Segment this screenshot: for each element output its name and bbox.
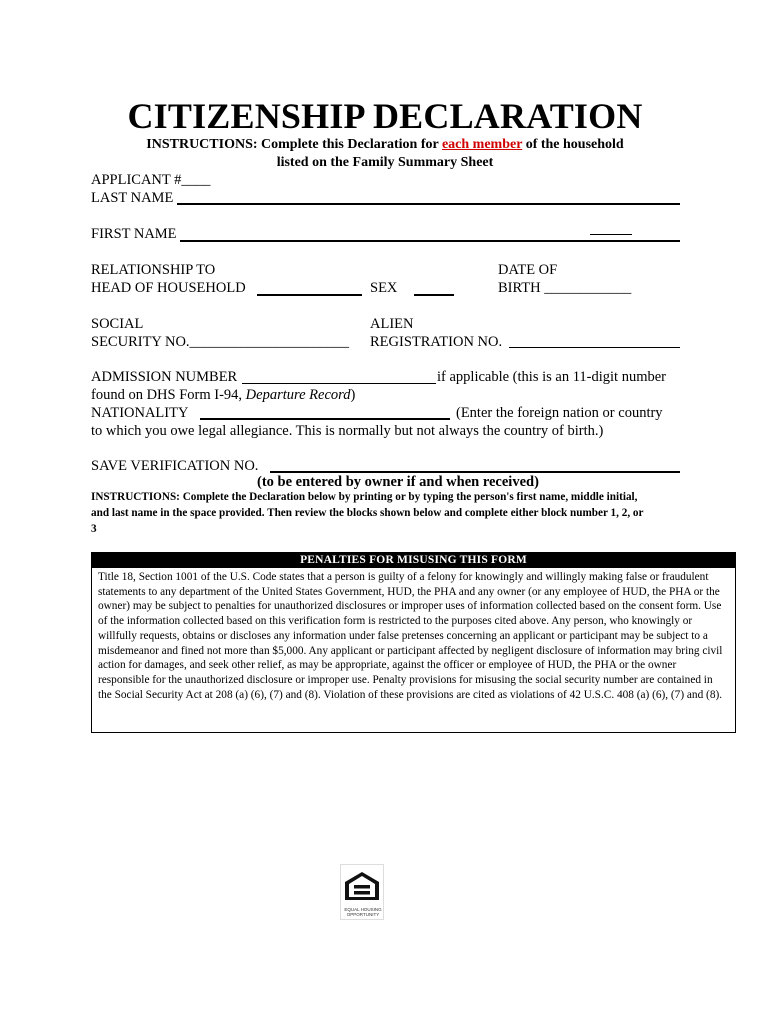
save-verification-field[interactable] bbox=[270, 471, 680, 473]
nationality-note-line-2: to which you owe legal allegiance. This is normally but not always the country of birth.) bbox=[91, 423, 604, 439]
logo-text-line-2: OPPORTUNITY bbox=[346, 912, 380, 917]
house-icon bbox=[341, 867, 383, 907]
penalties-heading: PENALTIES FOR MISUSING THIS FORM bbox=[92, 553, 735, 568]
last-name-row bbox=[91, 190, 173, 207]
first-name-label: FIRST NAME bbox=[91, 226, 177, 242]
ssn-label-1: SOCIAL bbox=[91, 316, 144, 332]
alien-label-1: ALIEN bbox=[370, 316, 414, 332]
ssn-label-2: SECURITY NO.______________________ bbox=[91, 334, 350, 350]
alien-registration-field[interactable] bbox=[509, 347, 680, 348]
nationality-note: (Enter the foreign nation or country bbox=[456, 405, 663, 421]
dob-label-2: BIRTH ____________ bbox=[498, 280, 632, 296]
nationality-label: NATIONALITY bbox=[91, 405, 189, 421]
logo-text-line-1: EQUAL HOUSING bbox=[344, 907, 382, 912]
document-title: CITIZENSHIP DECLARATION bbox=[127, 96, 643, 136]
nationality-field[interactable] bbox=[200, 418, 450, 420]
relationship-field[interactable] bbox=[257, 294, 362, 296]
alien-label-2: REGISTRATION NO. bbox=[370, 334, 503, 350]
equal-housing-opportunity-icon bbox=[340, 864, 384, 920]
middle-initial-field[interactable] bbox=[590, 234, 632, 235]
last-name-field[interactable] bbox=[177, 203, 680, 205]
admission-number-field[interactable] bbox=[242, 383, 436, 384]
relationship-label-2: HEAD OF HOUSEHOLD bbox=[91, 280, 246, 296]
admission-label: ADMISSION NUMBER bbox=[91, 369, 238, 385]
penalties-box bbox=[91, 552, 736, 733]
admission-note-suffix: ) bbox=[350, 387, 356, 403]
dob-label-1: DATE OF bbox=[498, 262, 558, 278]
admission-note-prefix: found on DHS Form I-94, bbox=[91, 387, 246, 403]
save-verification-label: SAVE VERIFICATION NO. bbox=[91, 458, 259, 474]
sex-field[interactable] bbox=[414, 294, 454, 296]
admission-note: if applicable (this is an 11-digit number bbox=[437, 369, 666, 385]
instructions-line-2: listed on the Family Summary Sheet bbox=[276, 155, 494, 170]
last-name-label: LAST NAME bbox=[91, 190, 174, 206]
instructions-prefix: INSTRUCTIONS: Complete this Declaration for bbox=[146, 137, 442, 152]
save-verification-note: (to be entered by owner if and when received) bbox=[257, 474, 539, 490]
admission-note-line-2 bbox=[91, 387, 355, 404]
relationship-label-1: RELATIONSHIP TO bbox=[91, 262, 216, 278]
instructions-line-1 bbox=[0, 137, 770, 153]
instructions-highlight: each member bbox=[441, 137, 523, 152]
penalties-text: Title 18, Section 1001 of the U.S. Code states that a person is guilty of a felony for knowingly and willingly making false or fraudulent statements to any department of the United States Government, HUD, the PHA and any owner (or any employee of HUD, the PHA or the owner) may be subject to penalties for unauthorized disclosures or improper uses of information collected based on the consent form. Use of the information collected based on this verification form is restricted to the purposes cited above. Any person, who knowingly or willfully requests, obtains or discloses any information under false pretenses concerning an applicant or participant may be subject to a misdemeanor and fined not more than $5,000. Any applicant or participant affected by negligent disclosure of information may bring civil action for damages, and seek other relief, as may be appropriate, against the officer or employee of HUD, the PHA or the owner responsible for the unauthorized disclosure or improper use. Penalty provisions for misusing the social security number are contained in the Social Security Act at 208 (a) (6), (7) and (8). Violation of these provisions are cited as violations of 42 U.S.C. 408 (a) (6), (7) and (8). bbox=[98, 571, 723, 701]
block-instructions: INSTRUCTIONS: Complete the Declaration below by printing or by typing the person's first name, middle initial, and last name in the space provided. Then review the blocks shown below and complete either block number 1, 2, or 3 bbox=[91, 491, 644, 535]
first-name-field[interactable] bbox=[180, 240, 680, 242]
applicant-number-label: APPLICANT #____ bbox=[91, 172, 211, 188]
instructions-suffix: of the household bbox=[522, 137, 624, 152]
sex-label: SEX bbox=[370, 280, 398, 296]
admission-note-italic: Departure Record bbox=[245, 387, 351, 403]
